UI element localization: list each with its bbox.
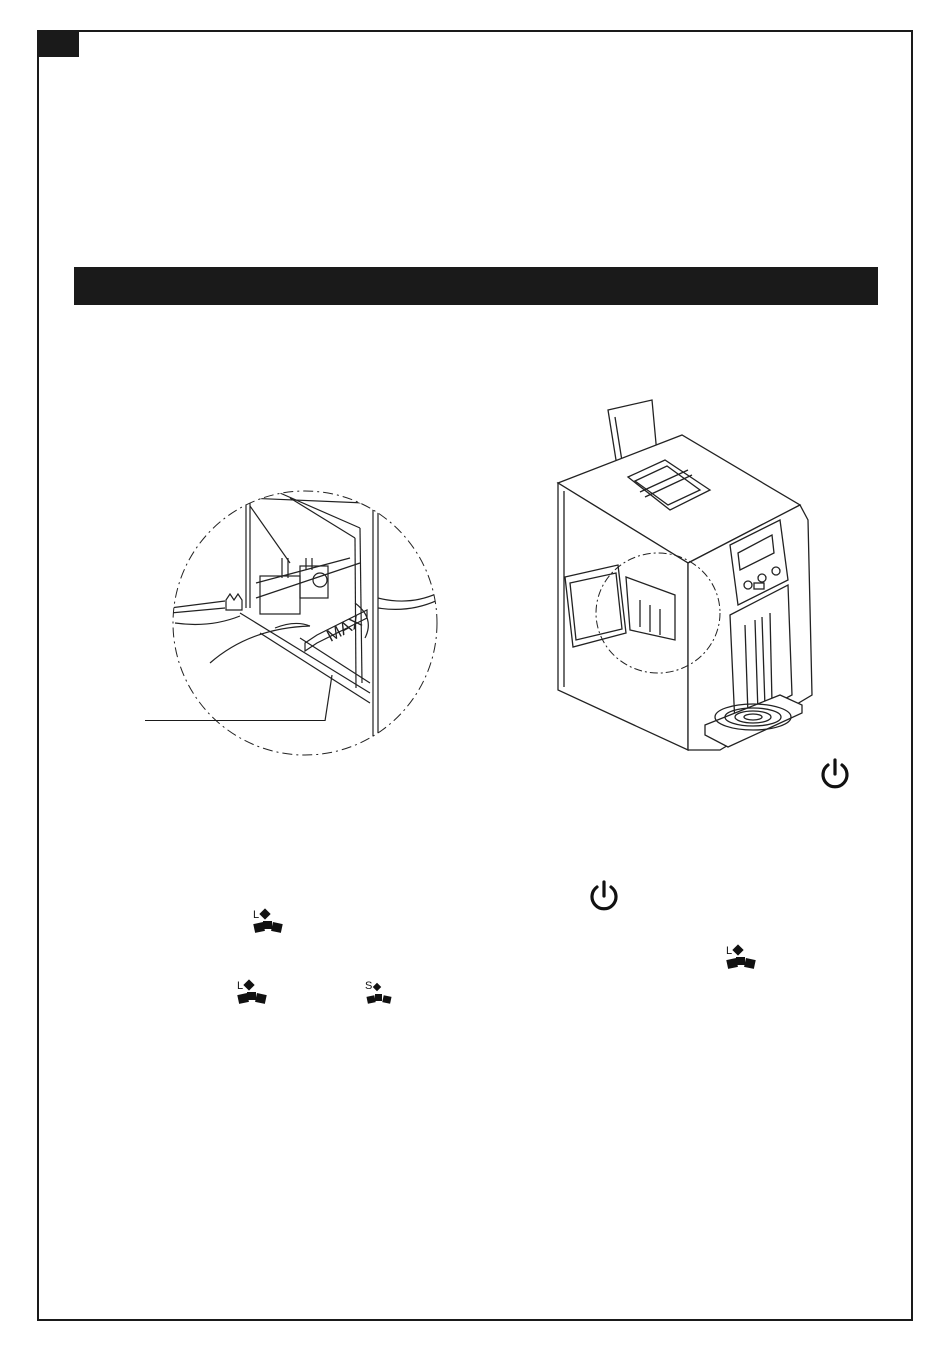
power-icon [586,878,622,914]
svg-text:S: S [365,980,373,992]
small-ice-icon [362,978,398,1010]
svg-text:L: L [726,945,733,957]
large-ice-icon [722,943,760,975]
power-icon [817,756,853,792]
leader-line-vertical [324,675,334,721]
page-number-tab [37,30,79,57]
ice-maker-illustration [540,395,820,765]
svg-text:L: L [253,909,260,921]
max-level-label: MAX [323,611,365,646]
svg-text:L: L [237,980,244,992]
section-title-bar [74,267,878,305]
leader-line [145,720,325,721]
large-ice-icon [249,907,287,939]
large-ice-icon [233,978,271,1010]
max-level-detail-illustration [170,488,440,758]
